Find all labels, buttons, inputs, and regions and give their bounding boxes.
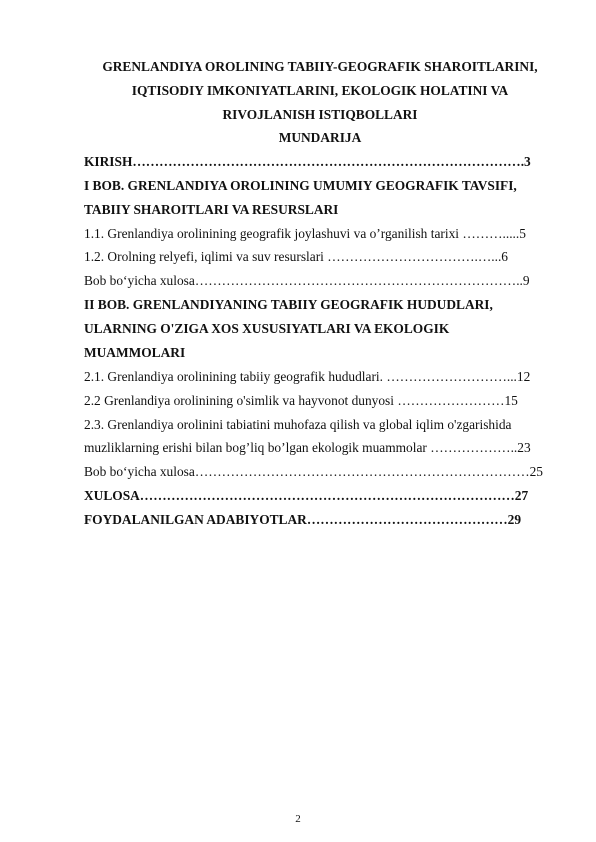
title-line-3: RIVOJLANISH ISTIQBOLLARI xyxy=(222,107,418,122)
toc-chapter-1-heading: I BOB. GRENLANDIYA OROLINING UMUMIY GEOGRAFIK TAVSIFI, xyxy=(84,178,517,193)
toc-entry-chapter-2-summary: Bob bo‘yicha xulosa…………………………………………………………………25 xyxy=(84,464,543,479)
page-number: 2 xyxy=(295,813,301,825)
title-line-2: IQTISODIY IMKONIYATLARINI, EKOLOGIK HOLATINI VA xyxy=(131,83,509,98)
toc-entry-2-2: 2.2 Grenlandiya orolinining o'simlik va hayvonot dunyosi ……………………15 xyxy=(84,393,518,408)
toc-chapter-2-heading: II BOB. GRENLANDIYANING TABIIY GEOGRAFIK HUDUDLARI, xyxy=(84,297,493,312)
toc-chapter-2-heading-cont-2: MUAMMOLARI xyxy=(84,345,186,360)
toc-chapter-2-heading-cont: ULARNING O'ZIGA XOS XUSUSIYATLARI VA EKOLOGIK xyxy=(84,321,450,336)
toc-entry-introduction: KIRISH…………………………………………………………………………….3 xyxy=(84,154,531,169)
toc-chapter-1-heading-cont: TABIIY SHAROITLARI VA RESURSLARI xyxy=(84,202,339,217)
toc-entry-2-1: 2.1. Grenlandiya orolinining tabiiy geografik hududlari. ………………………...12 xyxy=(84,369,531,384)
toc-entry-references: FOYDALANILGAN ADABIYOTLAR………………………………………29 xyxy=(84,512,522,527)
title-line-1: GRENLANDIYA OROLINING TABIIY-GEOGRAFIK SHAROITLARINI, xyxy=(102,59,538,74)
toc-entry-1-1: 1.1. Grenlandiya orolinining geografik joylashuvi va o’rganilish tarixi ……….....5 xyxy=(84,226,526,241)
toc-entry-2-3-cont: muzliklarning erishi bilan bog’liq bo’lgan ekologik muammolar ………………..23 xyxy=(84,440,531,455)
toc-entry-conclusion: XULOSA…………………………………………………………………………27 xyxy=(84,488,529,503)
toc-entry-1-2: 1.2. Orolning relyefi, iqlimi va suv resurslari …………………………….…...6 xyxy=(84,249,508,264)
toc-entry-2-3: 2.3. Grenlandiya orolinini tabiatini muhofaza qilish va global iqlim o'zgarishida xyxy=(84,417,512,432)
toc-entry-chapter-1-summary: Bob bo‘yicha xulosa………………………………………………………………..9 xyxy=(84,273,530,288)
contents-heading: MUNDARIJA xyxy=(278,130,362,145)
